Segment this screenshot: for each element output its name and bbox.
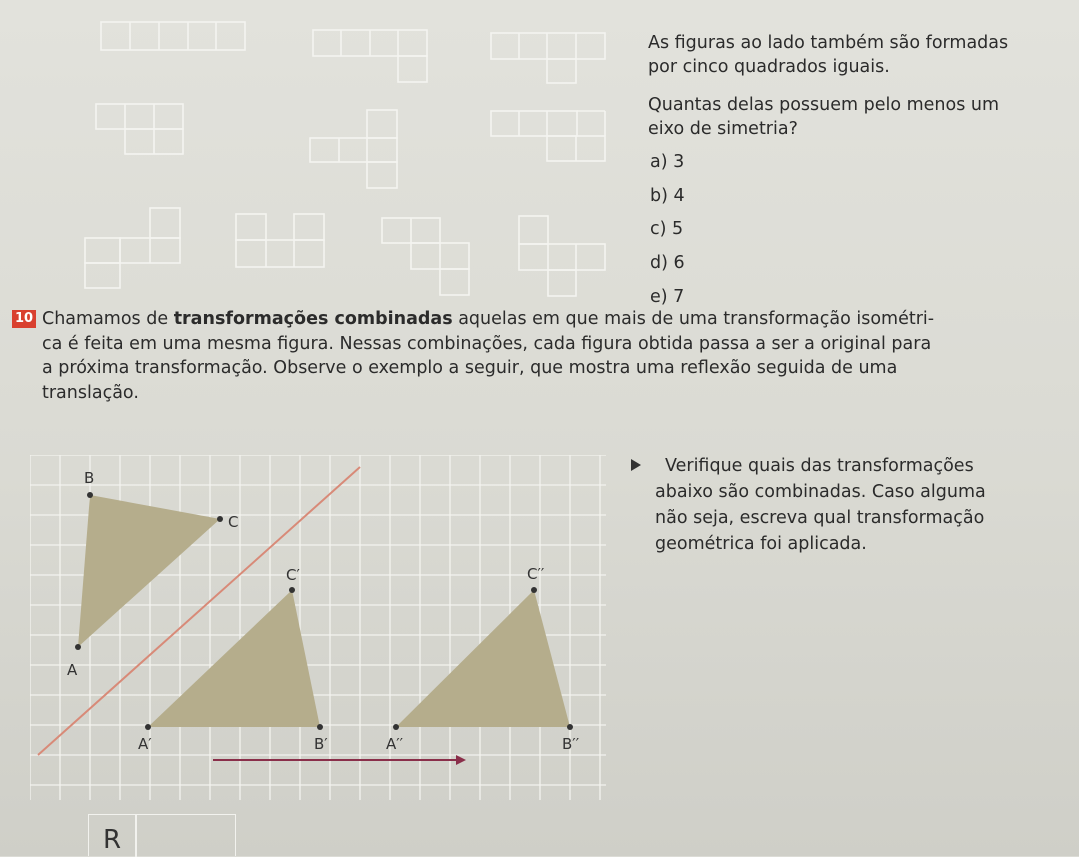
pentomino-X bbox=[519, 216, 605, 296]
side-line2: abaixo são combinadas. Caso alguma bbox=[655, 482, 986, 502]
label-C1: C′ bbox=[286, 566, 300, 584]
vertex-A1 bbox=[145, 724, 151, 730]
q10-line1-pre: Chamamos de bbox=[42, 309, 174, 329]
triangle-ABC bbox=[78, 495, 220, 647]
question-number-badge: 10 bbox=[12, 310, 36, 328]
option-b[interactable]: b) 4 bbox=[650, 186, 685, 206]
pentomino-L bbox=[313, 30, 427, 82]
option-a[interactable]: a) 3 bbox=[650, 152, 685, 172]
option-d[interactable]: d) 6 bbox=[650, 253, 685, 273]
label-B2: B′′ bbox=[562, 735, 580, 753]
vertex-A bbox=[75, 644, 81, 650]
pentomino-P bbox=[96, 104, 183, 154]
q10-line1-post: aquelas em que mais de uma transformação isométri- bbox=[452, 309, 935, 329]
option-c[interactable]: c) 5 bbox=[650, 219, 684, 239]
q9-question-line2: eixo de simetria? bbox=[648, 119, 798, 139]
translation-arrow-icon bbox=[213, 755, 466, 765]
answer-box-divider bbox=[135, 815, 137, 857]
vertex-B1 bbox=[317, 724, 323, 730]
label-A2: A′′ bbox=[386, 735, 404, 753]
vertex-A2 bbox=[393, 724, 399, 730]
label-C2: C′′ bbox=[527, 565, 545, 583]
pentomino-W bbox=[85, 208, 180, 288]
answer-box[interactable] bbox=[88, 814, 236, 856]
vertex-C bbox=[217, 516, 223, 522]
pentomino-N bbox=[491, 111, 605, 161]
q10-line4: translação. bbox=[42, 382, 139, 403]
pentomino-figures bbox=[0, 0, 620, 300]
label-C: C bbox=[228, 513, 239, 531]
transformation-figure bbox=[30, 455, 606, 800]
pentomino-S bbox=[382, 218, 469, 295]
label-B: B bbox=[84, 469, 95, 487]
q10-line1 bbox=[42, 307, 1072, 332]
side-line1: Verifique quais das transformações bbox=[665, 456, 974, 476]
question-10 bbox=[15, 307, 1072, 405]
pentomino-I bbox=[101, 22, 245, 50]
triangle-right-icon bbox=[631, 459, 641, 471]
pentomino-U bbox=[236, 214, 324, 267]
q9-text-line1: As figuras ao lado também são formadas bbox=[648, 33, 1009, 53]
triangle-A2B2C2 bbox=[396, 590, 570, 727]
side-line3: não seja, escreva qual transformação bbox=[655, 508, 985, 528]
q10-line3: a próxima transformação. Observe o exemplo a seguir, que mostra uma reflexão seguida de uma bbox=[42, 358, 898, 378]
triangle-A1B1C1 bbox=[148, 590, 320, 727]
label-B1: B′ bbox=[314, 735, 328, 753]
answer-label: R bbox=[103, 825, 122, 855]
label-A: A bbox=[67, 661, 78, 679]
q9-text-line2: por cinco quadrados iguais. bbox=[648, 57, 890, 77]
vertex-B bbox=[87, 492, 93, 498]
side-line4: geométrica foi aplicada. bbox=[655, 534, 867, 554]
option-e[interactable]: e) 7 bbox=[650, 287, 685, 307]
q9-question-line1: Quantas delas possuem pelo menos um bbox=[648, 95, 1000, 115]
vertex-C1 bbox=[289, 587, 295, 593]
vertex-B2 bbox=[567, 724, 573, 730]
q10-line2: ca é feita em uma mesma figura. Nessas combinações, cada figura obtida passa a ser a original para bbox=[42, 333, 932, 354]
label-A1: A′ bbox=[138, 735, 152, 753]
pentomino-F bbox=[310, 110, 397, 188]
q10-line1-bold: transformações combinadas bbox=[173, 309, 453, 329]
pentomino-Y bbox=[491, 33, 605, 83]
vertex-C2 bbox=[531, 587, 537, 593]
side-instruction bbox=[655, 453, 1079, 557]
